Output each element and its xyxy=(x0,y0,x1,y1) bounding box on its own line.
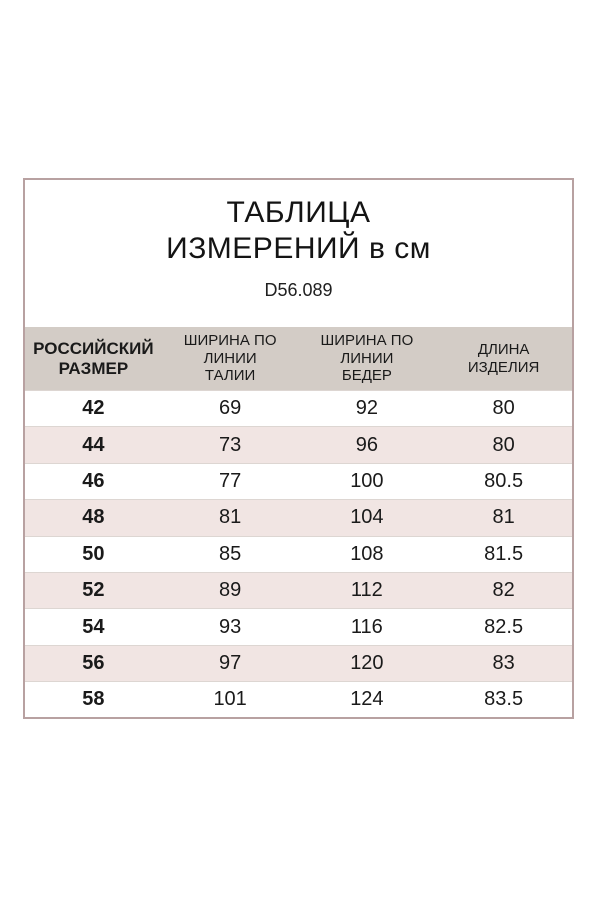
cell-length: 81 xyxy=(435,500,572,536)
cell-waist: 93 xyxy=(162,609,299,645)
header-line: ДЛИНА xyxy=(477,341,530,358)
cell-hips: 124 xyxy=(299,682,436,718)
cell-size: 56 xyxy=(25,645,162,681)
cell-length: 82.5 xyxy=(435,609,572,645)
cell-waist: 81 xyxy=(162,500,299,536)
header-line: РОССИЙСКИЙ xyxy=(33,338,154,358)
cell-length: 80.5 xyxy=(435,463,572,499)
size-chart-card xyxy=(23,178,574,719)
cell-size: 44 xyxy=(25,427,162,463)
product-code: D56.089 xyxy=(264,280,333,300)
cell-length: 82 xyxy=(435,572,572,608)
cell-length: 83 xyxy=(435,645,572,681)
cell-waist: 97 xyxy=(162,645,299,681)
table-row xyxy=(25,645,572,681)
cell-waist: 85 xyxy=(162,536,299,572)
size-table-body xyxy=(25,391,572,718)
header-line: РАЗМЕР xyxy=(58,358,129,378)
cell-size: 52 xyxy=(25,572,162,608)
cell-size: 50 xyxy=(25,536,162,572)
cell-hips: 116 xyxy=(299,609,436,645)
cell-size: 42 xyxy=(25,391,162,427)
cell-waist: 77 xyxy=(162,463,299,499)
page-title-line1: ТАБЛИЦА xyxy=(226,196,371,229)
header-line: ТАЛИИ xyxy=(204,367,256,385)
page-title-line2: ИЗМЕРЕНИЙ в см xyxy=(166,232,431,265)
column-header-russian-size xyxy=(25,327,162,391)
header-line: ЛИНИИ xyxy=(340,349,394,367)
table-row xyxy=(25,682,572,718)
table-row xyxy=(25,536,572,572)
column-header-waist-width xyxy=(162,327,299,391)
cell-hips: 112 xyxy=(299,572,436,608)
header-line: ИЗДЕЛИЯ xyxy=(467,358,540,376)
cell-size: 58 xyxy=(25,682,162,718)
table-row xyxy=(25,609,572,645)
cell-hips: 92 xyxy=(299,391,436,427)
cell-hips: 100 xyxy=(299,463,436,499)
cell-waist: 69 xyxy=(162,391,299,427)
size-table-header xyxy=(25,327,572,391)
cell-hips: 108 xyxy=(299,536,436,572)
header-line: ЛИНИИ xyxy=(203,349,257,367)
cell-waist: 73 xyxy=(162,427,299,463)
table-row xyxy=(25,427,572,463)
cell-size: 48 xyxy=(25,500,162,536)
cell-size: 46 xyxy=(25,463,162,499)
cell-hips: 104 xyxy=(299,500,436,536)
cell-length: 83.5 xyxy=(435,682,572,718)
table-row xyxy=(25,463,572,499)
header-line: ШИРИНА ПО xyxy=(320,332,414,350)
title-area xyxy=(25,180,572,327)
column-header-hip-width xyxy=(299,327,436,391)
header-line: ШИРИНА ПО xyxy=(183,332,277,350)
header-row xyxy=(25,327,572,391)
cell-waist: 101 xyxy=(162,682,299,718)
header-line: БЕДЕР xyxy=(341,367,392,385)
size-table xyxy=(25,327,572,718)
cell-length: 80 xyxy=(435,391,572,427)
cell-size: 54 xyxy=(25,609,162,645)
column-header-item-length xyxy=(435,327,572,391)
cell-hips: 120 xyxy=(299,645,436,681)
cell-length: 81.5 xyxy=(435,536,572,572)
cell-hips: 96 xyxy=(299,427,436,463)
cell-waist: 89 xyxy=(162,572,299,608)
table-row xyxy=(25,500,572,536)
table-row xyxy=(25,391,572,427)
cell-length: 80 xyxy=(435,427,572,463)
table-row xyxy=(25,572,572,608)
